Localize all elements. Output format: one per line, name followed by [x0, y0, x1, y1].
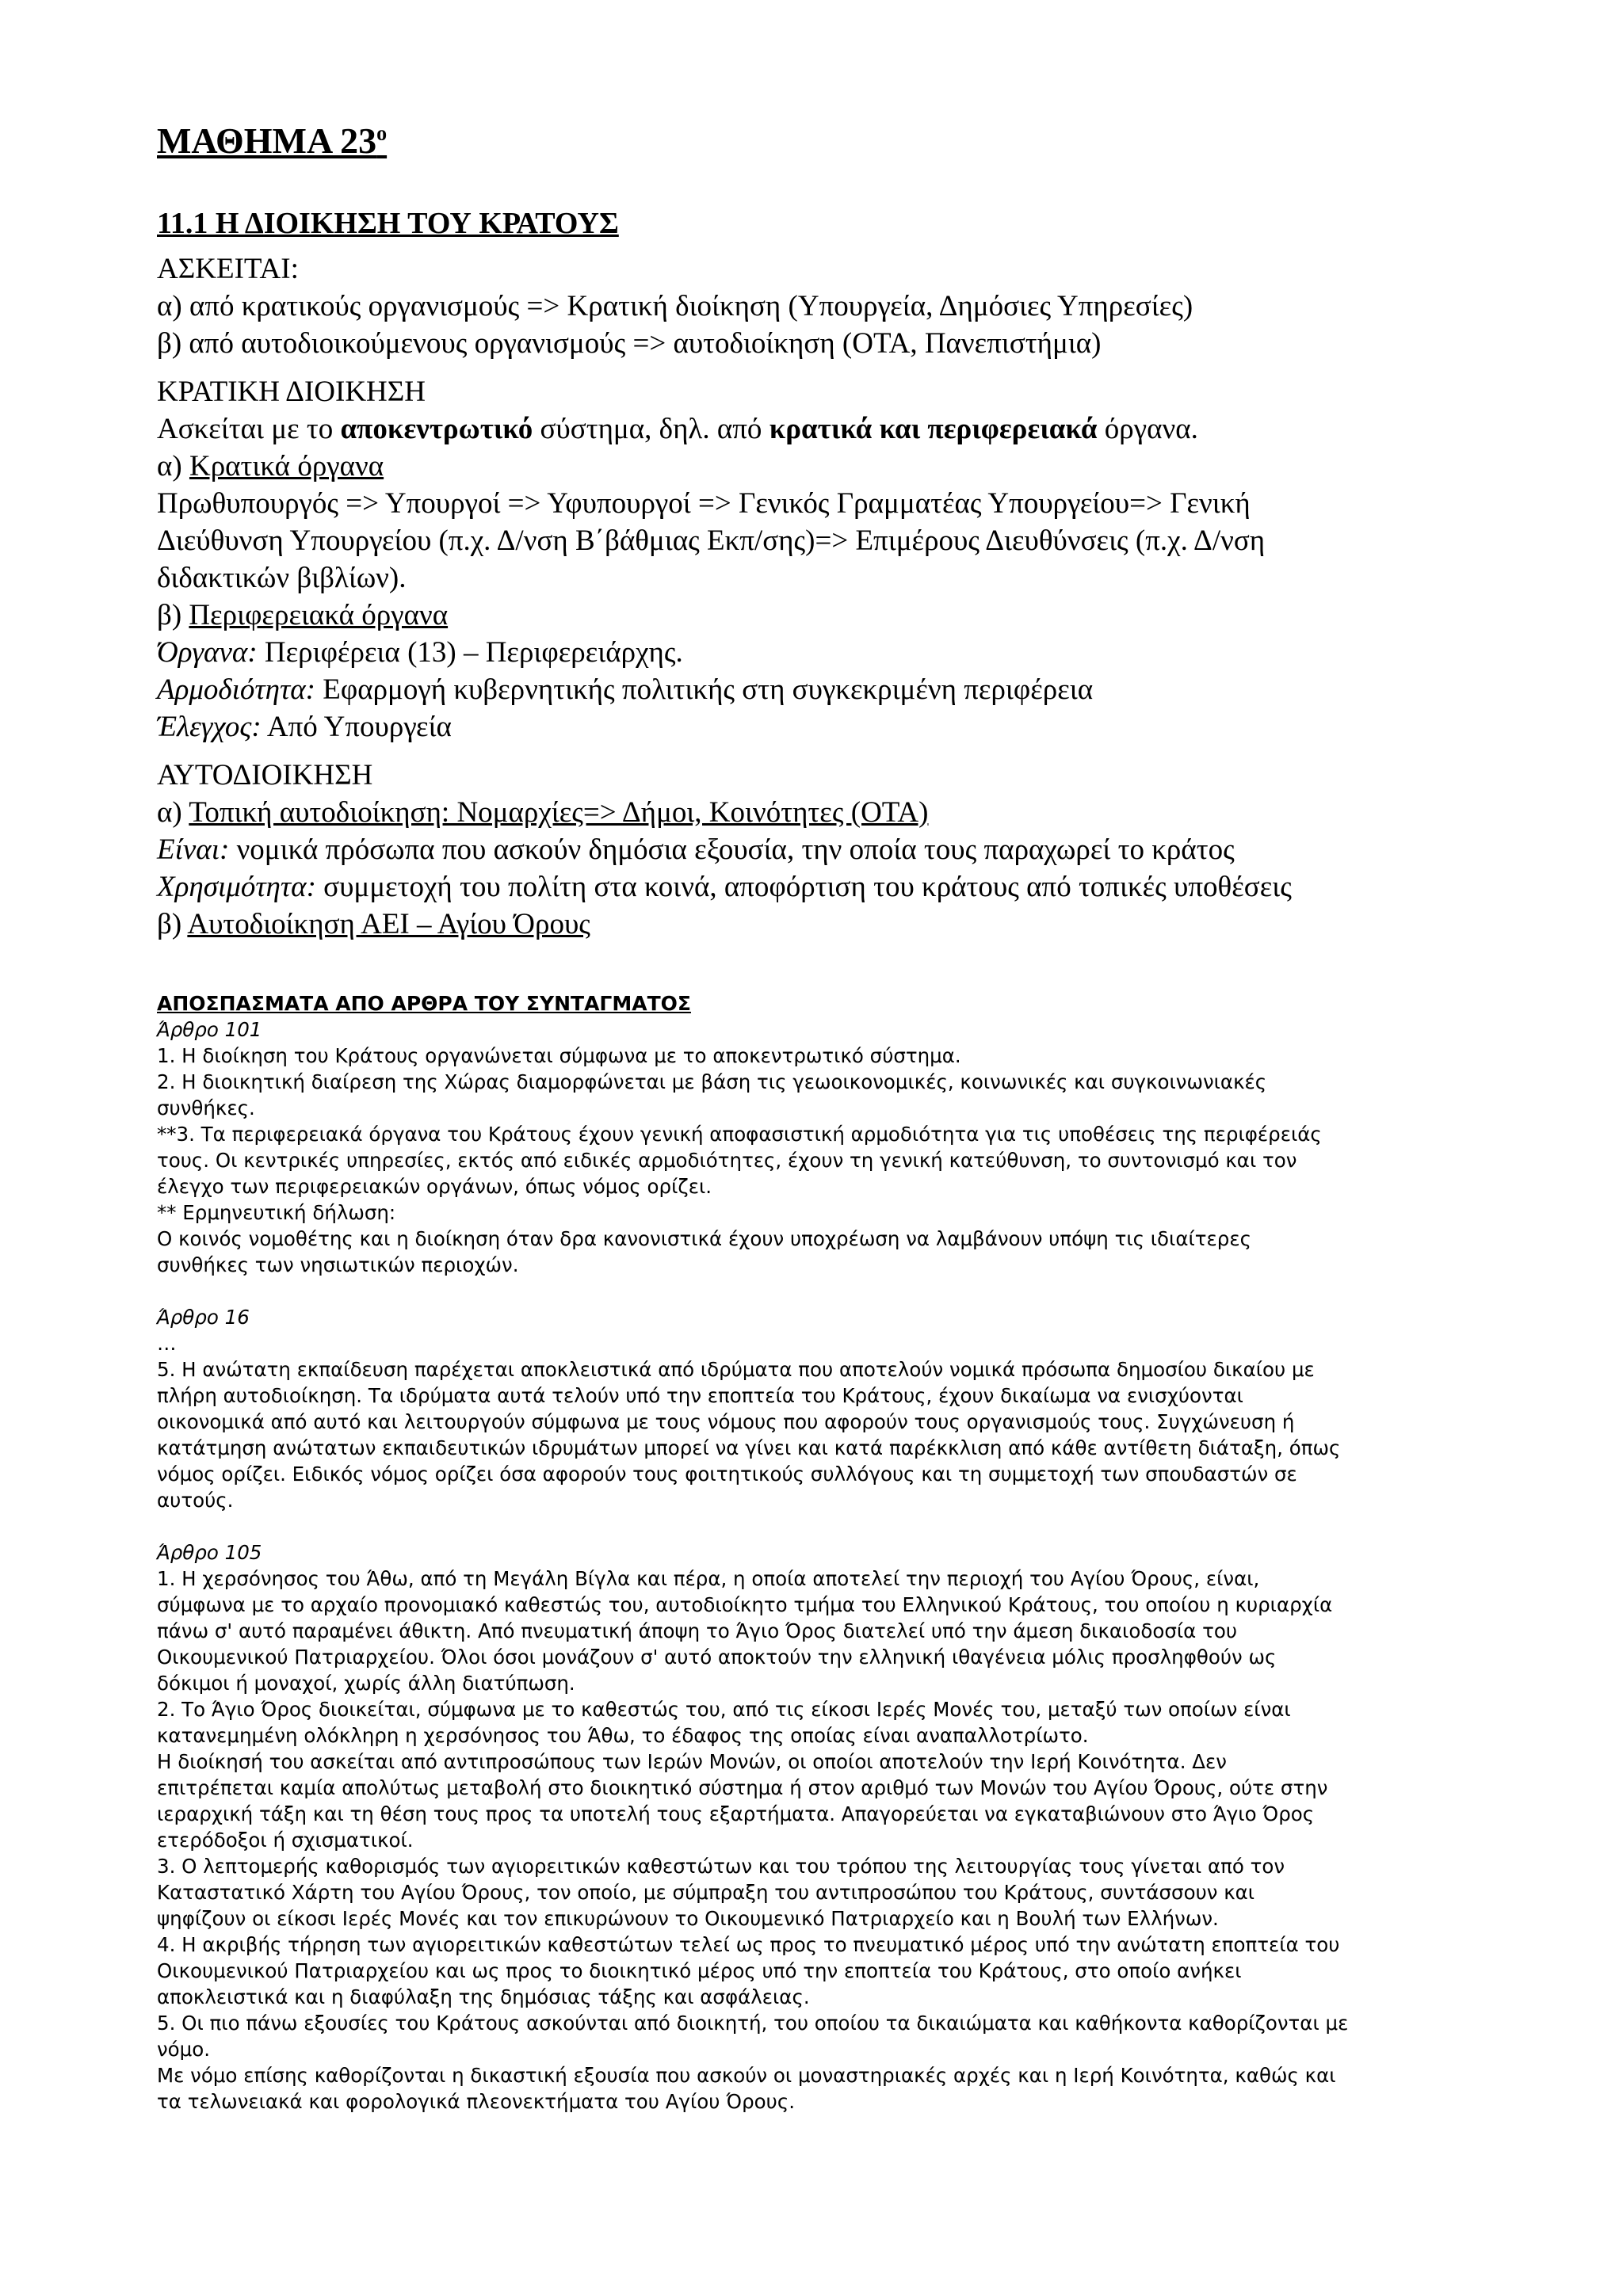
field-value: νομικά πρόσωπα που ασκούν δημόσια εξουσία, την οποία τους παραχωρεί το κράτος [229, 833, 1235, 866]
article-105-body [157, 1566, 1488, 2115]
organs-line [157, 634, 1488, 671]
definition-line [157, 831, 1488, 868]
text-run: σύστημα, δηλ. από [533, 413, 769, 445]
article-line: Ο κοινός νομοθέτης και η διοίκηση όταν δρα κανονιστικά έχουν υποχρέωση να λαμβάνουν υπόψη τις ιδιαίτερες [157, 1227, 1251, 1250]
hierarchy-line: Πρωθυπουργός => Υπουργοί => Υφυπουργοί => Γενικός Γραμματέας Υπουργείου=> Γενική [157, 487, 1251, 520]
article-line: πλήρη αυτοδιοίκηση. Τα ιδρύματα αυτά τελούν υπό την εποπτεία του Κράτους, έχουν δικαίωμα να ενισχύονται [157, 1384, 1243, 1407]
article-line: συνθήκες των νησιωτικών περιοχών. [157, 1253, 519, 1276]
article-line: Η διοίκησή του ασκείται από αντιπροσώπους των Ιερών Μονών, οι οποίοι αποτελούν την Ιερή Κοινότητα. Δεν [157, 1750, 1227, 1773]
article-line: έλεγχο των περιφερειακών οργάνων, όπως νόμος ορίζει. [157, 1175, 712, 1198]
spacer [157, 1513, 1488, 1539]
text-run: όργανα. [1097, 413, 1198, 445]
article-line: ψηφίζουν οι είκοσι Ιερές Μονές και τον επικυρώνουν το Οικουμενικό Πατριαρχείο και η Βουλή των Ελλήνων. [157, 1907, 1219, 1930]
article-line: 5. Η ανώτατη εκπαίδευση παρέχεται αποκλειστικά από ιδρύματα που αποτελούν νομικά πρόσωπα δημοσίου δικαίου με [157, 1358, 1315, 1381]
article-105-title: Άρθρο 105 [157, 1541, 262, 1564]
article-line: Οικουμενικού Πατριαρχείου. Όλοι όσοι μονάζουν σ' αυτό αποκτούν την ελληνική ιθαγένεια μόλις προσληφθούν ως [157, 1646, 1277, 1669]
article-line: αποκλειστικά και η διαφύλαξη της δημόσιας τάξης και ασφάλειας. [157, 1985, 810, 2008]
article-16-title: Άρθρο 16 [157, 1306, 250, 1329]
list-prefix: β) [157, 908, 188, 940]
bold-term: κρατικά και περιφερειακά [769, 413, 1098, 445]
article-line: τα τελωνειακά και φορολογικά πλεονεκτήματα του Αγίου Όρους. [157, 2090, 796, 2113]
article-line: πάνω σ' αυτό παραμένει άθικτη. Από πνευματική άποψη το Άγιο Όρος διατελεί υπό την άμεση δικαιοδοσία του [157, 1619, 1237, 1642]
spacer [157, 1278, 1488, 1304]
article-line: 1. Η διοίκηση του Κράτους οργανώνεται σύμφωνα με το αποκεντρωτικό σύστημα. [157, 1044, 961, 1067]
local-self-admin-heading [157, 794, 1488, 831]
article-line: ιεραρχική τάξη και τη θέση τους προς τα υποτελή τους εξαρτήματα. Απαγορεύεται να εγκαταβιώνουν στο Άγιο Όρος [157, 1802, 1315, 1825]
constitution-excerpts [157, 990, 1488, 2115]
article-line: οικονομικά από αυτό και λειτουργούν σύμφωνα με τους νόμους που αφορούν τους οργανισμούς τους. Συγχώνευση ή [157, 1410, 1295, 1433]
field-label: Αρμοδιότητα: [157, 673, 315, 706]
field-value: Από Υπουργεία [261, 711, 452, 743]
field-label: Όργανα: [157, 636, 258, 669]
list-prefix: β) [157, 599, 189, 631]
article-line: τους. Οι κεντρικές υπηρεσίες, εκτός από ειδικές αρμοδιότητες, έχουν τη γενική κατεύθυνση, το συντονισμό και τον [157, 1149, 1297, 1172]
lesson-title-superscript: ο [376, 121, 388, 145]
article-line: κατανεμημένη ολόκληρη η χερσόνησος του Άθω, το έδαφος της οποίας είναι αναπαλλοτρίωτο. [157, 1724, 1089, 1747]
article-line: Με νόμο επίσης καθορίζονται η δικαστική εξουσία που ασκούν οι μοναστηριακές αρχές και η Ιερή Κοινότητα, καθώς και [157, 2064, 1336, 2087]
article-line: 5. Οι πιο πάνω εξουσίες του Κράτους ασκούνται από διοικητή, του οποίου τα δικαιώματα και καθήκοντα καθορίζονται με [157, 2012, 1349, 2035]
article-line: σύμφωνα με το αρχαίο προνομιακό καθεστώς του, αυτοδιοίκητο τμήμα του Ελληνικού Κράτους, του οποίου η κυριαρχία [157, 1593, 1333, 1616]
field-label: Είναι: [157, 833, 230, 866]
lesson-title-text: ΜΑΘΗΜΑ 23 [157, 120, 377, 161]
self-admin-heading: ΑΥΤΟΔΙΟΙΚΗΣΗ [157, 759, 373, 791]
exercised-item-b: β) από αυτοδιοικούμενους οργανισμούς => αυτοδιοίκηση (ΟΤΑ, Πανεπιστήμια) [157, 327, 1102, 360]
exercised-heading: ΑΣΚΕΙΤΑΙ: [157, 253, 299, 285]
document-page [157, 119, 1488, 2115]
article-line: 3. Ο λεπτομερής καθορισμός των αγιορειτικών καθεστώτων και του τρόπου της λειτουργίας τους γίνεται από τον [157, 1855, 1285, 1878]
state-organs-title: Κρατικά όργανα [189, 450, 384, 482]
article-line: **3. Τα περιφερειακά όργανα του Κράτους έχουν γενική αποφασιστική αρμοδιότητα για τις υποθέσεις της περιφέρειάς [157, 1123, 1322, 1146]
field-label: Έλεγχος: [157, 711, 262, 743]
article-line: κατάτμηση ανώτατων εκπαιδευτικών ιδρυμάτων μπορεί να γίνει και κατά παρέκκλιση από κάθε αντίθετη διάταξη, όπως [157, 1436, 1341, 1459]
article-line: Καταστατικό Χάρτη του Αγίου Όρους, τον οποίο, με σύμπραξη του αντιπροσώπου του Κράτους, συντάσσουν και [157, 1881, 1255, 1904]
field-value: Περιφέρεια (13) – Περιφερειάρχης. [257, 636, 683, 669]
article-101-title: Άρθρο 101 [157, 1018, 262, 1041]
field-value: συμμετοχή του πολίτη στα κοινά, αποφόρτιση του κράτους από τοπικές υποθέσεις [315, 871, 1292, 903]
usefulness-line [157, 868, 1488, 906]
regional-organs-title: Περιφερειακά όργανα [189, 599, 449, 631]
bold-term: αποκεντρωτικό [340, 413, 533, 445]
hierarchy-line: διδακτικών βιβλίων). [157, 562, 407, 594]
field-value: Εφαρμογή κυβερνητικής πολιτικής στη συγκεκριμένη περιφέρεια [315, 673, 1094, 706]
article-line: 2. Το Άγιο Όρος διοικείται, σύμφωνα με το καθεστώς του, από τις είκοσι Ιερές Μονές του, μεταξύ των οποίων είναι [157, 1698, 1291, 1721]
article-line: 4. Η ακριβής τήρηση των αγιορειτικών καθεστώτων τελεί ως προς το πνευματικό μέρος υπό την ανώτατη εποπτεία του [157, 1933, 1340, 1956]
article-line: 2. Η διοικητική διαίρεση της Χώρας διαμορφώνεται με βάση τις γεωοικονομικές, κοινωνικές και συγκοινωνιακές [157, 1070, 1267, 1093]
article-16-ellipsis: … [157, 1332, 177, 1355]
text-run: Ασκείται με το [157, 413, 341, 445]
excerpts-heading: ΑΠΟΣΠΑΣΜΑΤΑ ΑΠΟ ΑΡΘΡΑ ΤΟΥ ΣΥΝΤΑΓΜΑΤΟΣ [157, 992, 691, 1015]
state-organs-heading [157, 448, 1488, 485]
article-101-body [157, 1043, 1488, 1278]
university-self-admin-heading [157, 906, 1488, 943]
exercised-item-a: α) από κρατικούς οργανισμούς => Κρατική διοίκηση (Υπουργεία, Δημόσιες Υπηρεσίες) [157, 290, 1193, 322]
article-line: νόμος ορίζει. Ειδικός νόμος ορίζει όσα αφορούν τους φοιτητικούς συλλόγους και τη συμμετοχή των σπουδαστών σε [157, 1463, 1297, 1486]
article-line: συνθήκες. [157, 1097, 255, 1119]
article-line: επιτρέπεται καμία απολύτως μεταβολή στο διοικητικό σύστημα ή στον αριθμό των Μονών του Αγίου Όρους, ούτε στην [157, 1776, 1328, 1799]
article-line: ετερόδοξοι ή σχισματικοί. [157, 1829, 414, 1852]
article-line: 1. Η χερσόνησος του Άθω, από τη Μεγάλη Βίγλα και πέρα, η οποία αποτελεί την περιοχή του Αγίου Όρους, είναι, [157, 1567, 1260, 1590]
section-title: 11.1 Η ΔΙΟΙΚΗΣΗ ΤΟΥ ΚΡΑΤΟΥΣ [157, 207, 619, 240]
competence-line [157, 671, 1488, 708]
list-prefix: α) [157, 450, 189, 482]
article-line: δόκιμοι ή μοναχοί, χωρίς άλλη διατύπωση. [157, 1672, 575, 1695]
article-line: αυτούς. [157, 1489, 234, 1512]
article-16-body [157, 1356, 1488, 1513]
local-self-admin-title: Τοπική αυτοδιοίκηση: Νομαρχίες=> Δήμοι, Κοινότητες (ΟΤΑ) [189, 796, 929, 829]
article-line: ** Ερμηνευτική δήλωση: [157, 1201, 396, 1224]
article-line: νόμο. [157, 2038, 211, 2061]
state-admin-heading: ΚΡΑΤΙΚΗ ΔΙΟΙΚΗΣΗ [157, 376, 426, 408]
list-prefix: α) [157, 796, 189, 829]
state-admin-description [157, 410, 1488, 448]
article-line: Οικουμενικού Πατριαρχείου και ως προς το διοικητικό μέρος υπό την εποπτεία του Κράτους, στο οποίο ανήκει [157, 1959, 1242, 1982]
field-label: Χρησιμότητα: [157, 871, 316, 903]
regional-organs-heading [157, 597, 1488, 634]
control-line [157, 708, 1488, 746]
university-self-admin-title: Αυτοδιοίκηση ΑΕΙ – Αγίου Όρους [187, 908, 590, 940]
lesson-title [157, 119, 1488, 163]
hierarchy-line: Διεύθυνση Υπουργείου (π.χ. Δ/νση Β΄βάθμιας Εκπ/σης)=> Επιμέρους Διευθύνσεις (π.χ. Δ/νση [157, 524, 1266, 557]
